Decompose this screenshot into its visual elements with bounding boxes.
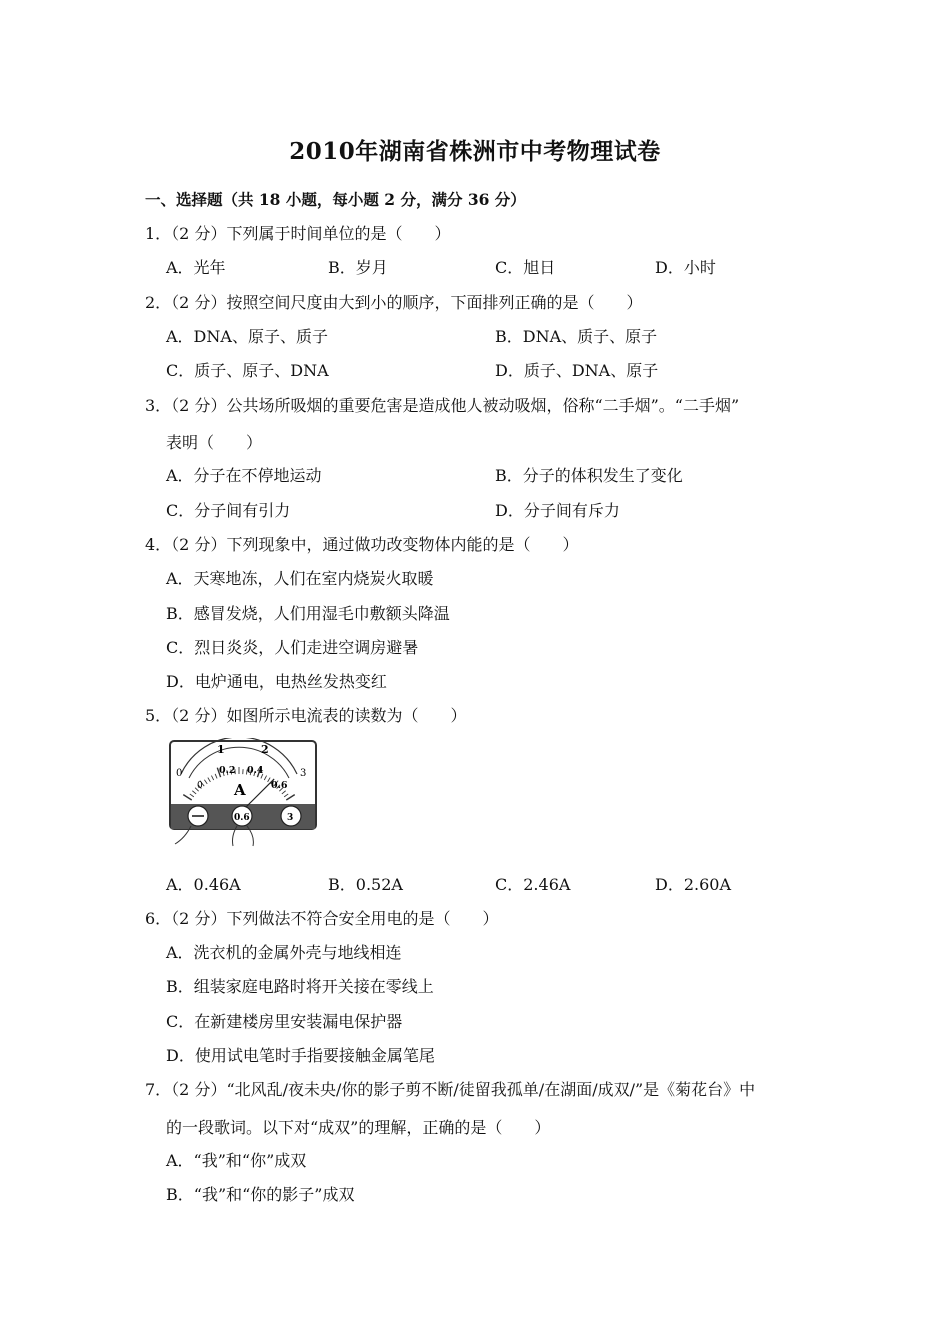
question-6-option-a: A．洗衣机的金属外壳与地线相连	[166, 943, 402, 962]
question-4-option-c: C．烈日炎炎，人们走进空调房避暑	[166, 638, 419, 657]
question-6-option-d: D．使用试电笔时手指要接触金属笔尾	[166, 1046, 435, 1065]
question-3-stem: 3．（2 分）公共场所吸烟的重要危害是造成他人被动吸烟，俗称“二手烟”。“二手烟”	[145, 396, 740, 415]
question-5-stem: 5．（2 分）如图所示电流表的读数为（ ）	[145, 706, 467, 725]
question-7-stem: 7．（2 分）“北风乱/夜未央/你的影子剪不断/徒留我孤单/在湖面/成双/”是《菊花台》中	[145, 1080, 756, 1099]
ammeter-diagram	[167, 738, 319, 848]
question-1-stem: 1．（2 分）下列属于时间单位的是（ ）	[145, 224, 451, 243]
question-3-option-c: C．分子间有引力	[166, 501, 291, 520]
upper-scale-label-1: 1	[217, 743, 225, 756]
section-heading: 一、选择题（共 18 小题，每小题 2 分，满分 36 分）	[145, 190, 526, 209]
question-3-option-b: B．分子的体积发生了变化	[495, 466, 683, 485]
question-5-option-d: D．2.60A	[655, 875, 732, 894]
question-3-option-d: D．分子间有斥力	[495, 501, 620, 520]
question-4-option-a: A．天寒地冻，人们在室内烧炭火取暖	[166, 569, 434, 588]
upper-max-label: 3	[300, 768, 307, 779]
lower-zero-label: 0	[197, 781, 203, 791]
page-title: 2010年湖南省株洲市中考物理试卷	[289, 138, 661, 165]
question-3-stem-continued: 表明（ ）	[166, 433, 263, 452]
question-5-option-b: B．0.52A	[328, 875, 403, 894]
question-6-stem: 6．（2 分）下列做法不符合安全用电的是（ ）	[145, 909, 499, 928]
lower-scale-label-0-2: 0.2	[219, 765, 236, 776]
question-2-option-a: A．DNA、原子、质子	[166, 327, 328, 346]
question-2-option-c: C．质子、原子、DNA	[166, 361, 329, 380]
question-4-stem: 4．（2 分）下列现象中，通过做功改变物体内能的是（ ）	[145, 535, 579, 554]
question-7-option-a: A．“我”和“你”成双	[166, 1151, 307, 1170]
ammeter-figure	[167, 738, 319, 848]
lower-scale-label-0-6: 0.6	[271, 780, 288, 791]
upper-zero-label: 0	[176, 768, 183, 779]
terminal-3-label: 3	[287, 813, 294, 823]
question-1-option-b: B．岁月	[328, 258, 388, 277]
question-5-option-c: C．2.46A	[495, 875, 571, 894]
question-2-option-d: D．质子、DNA、原子	[495, 361, 659, 380]
question-1-option-d: D．小时	[655, 258, 716, 277]
lower-scale-label-0-4: 0.4	[247, 765, 264, 776]
upper-scale-label-2: 2	[261, 743, 269, 756]
terminal-0-6-label: 0.6	[234, 813, 250, 823]
question-7-stem-continued: 的一段歌词。以下对“成双”的理解，正确的是（ ）	[166, 1118, 551, 1137]
unit-label: A	[234, 781, 246, 799]
question-4-option-b: B．感冒发烧，人们用湿毛巾敷额头降温	[166, 604, 450, 623]
question-6-option-c: C．在新建楼房里安装漏电保护器	[166, 1012, 403, 1031]
question-1-option-a: A．光年	[166, 258, 226, 277]
question-2-option-b: B．DNA、质子、原子	[495, 327, 658, 346]
question-6-option-b: B．组装家庭电路时将开关接在零线上	[166, 977, 434, 996]
question-5-option-a: A．0.46A	[166, 875, 241, 894]
question-1-option-c: C．旭日	[495, 258, 556, 277]
question-3-option-a: A．分子在不停地运动	[166, 466, 322, 485]
question-4-option-d: D．电炉通电，电热丝发热变红	[166, 672, 387, 691]
question-7-option-b: B．“我”和“你的影子”成双	[166, 1185, 355, 1204]
question-2-stem: 2．（2 分）按照空间尺度由大到小的顺序，下面排列正确的是（ ）	[145, 293, 643, 312]
